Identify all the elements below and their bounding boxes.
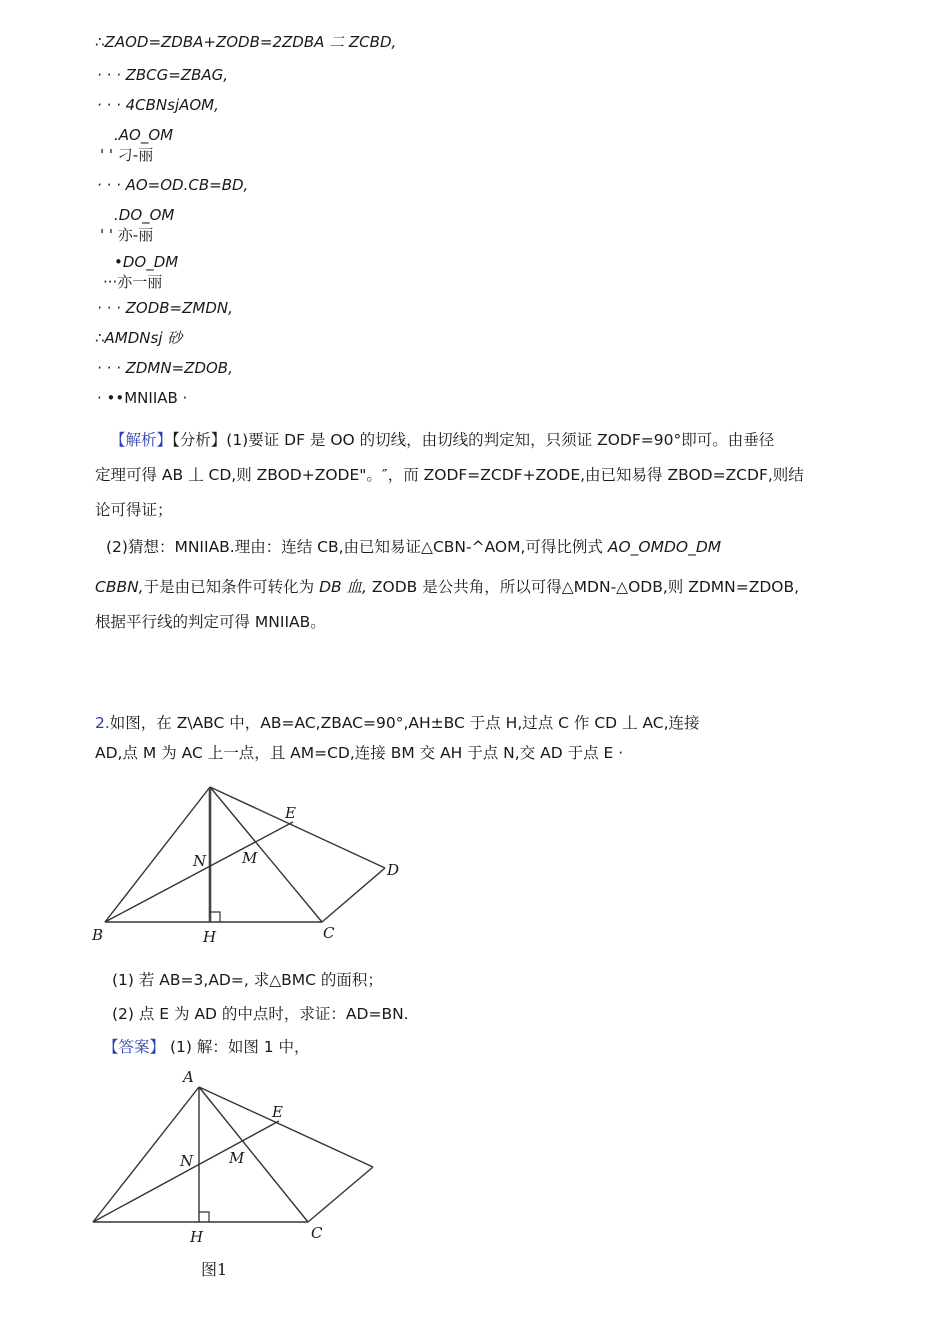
analysis-text-5d: ZODB 是公共角，所以可得△MDN-△ODB,则 ZDMN=ZDOB,: [367, 578, 800, 596]
question-2: (2) 点 E 为 AD 的中点时，求证：AD=BN.: [112, 1005, 409, 1023]
proof-line-12: ∴AMDNsj 砂: [95, 329, 183, 347]
segment-ad: [199, 1087, 373, 1167]
problem-text-1: 如图，在 Z\ABC 中，AB=AC,ZBAC=90°,AH±BC 于点 H,过点 C 作 CD 丄 AC,连接: [109, 714, 700, 732]
proof-line-6: · · · AO=OD.CB=BD,: [97, 176, 249, 194]
label-m: M: [229, 1149, 245, 1167]
analysis-line-6: 根据平行线的判定可得 MNIIAB。: [95, 613, 326, 631]
label-e: E: [285, 804, 296, 822]
answer-text: (1) 解：如图 1 中，: [165, 1038, 310, 1056]
analysis-line-2: 定理可得 AB 丄 CD,则 ZBOD+ZODE"。″，而 ZODF=ZCDF+ZODE,由已知易得 ZBOD=ZCDF,则结: [95, 466, 804, 484]
analysis-text-5c: DB 血,: [319, 578, 367, 596]
analysis-tag: 【解析】: [110, 431, 173, 449]
problem-line-1: [95, 713, 700, 733]
label-n: N: [180, 1152, 194, 1170]
segment-cd: [322, 868, 385, 922]
analysis-line-3: 论可得证；: [95, 501, 173, 519]
analysis-text-5a: CBBN,: [95, 578, 144, 596]
proof-line-9: •DO_DM: [114, 253, 179, 271]
proof-line-8: ' ' 亦-丽: [100, 226, 154, 244]
proof-line-14: · ••MNIIAB ·: [97, 389, 188, 407]
label-c: C: [323, 924, 335, 942]
analysis-line-1: [110, 430, 774, 450]
label-h: H: [203, 928, 217, 946]
label-m: M: [242, 849, 258, 867]
analysis-text-4b: AO_OMDO_DM: [607, 538, 722, 556]
geometry-figure-2: [85, 1065, 385, 1290]
label-d: D: [387, 861, 400, 879]
analysis-line-4: [106, 537, 721, 557]
figure-caption: 图1: [201, 1260, 228, 1279]
answer-line: [103, 1037, 310, 1057]
segment-cd: [308, 1167, 373, 1222]
label-b: B: [92, 926, 104, 944]
proof-line-10: ···亦一丽: [103, 273, 163, 291]
segment-ac: [210, 787, 322, 922]
right-angle-mark: [210, 912, 220, 922]
problem-line-2: AD,点 M 为 AC 上一点，且 AM=CD,连接 BM 交 AH 于点 N,交 AD 于点 E ·: [95, 744, 624, 762]
analysis-line-5: [95, 577, 799, 597]
geometry-figure-1: [85, 775, 415, 950]
answer-tag: 【答案】: [103, 1038, 166, 1056]
segment-ac: [199, 1087, 308, 1222]
analysis-text-5b: 于是由已知条件可转化为: [143, 578, 320, 596]
right-angle-mark: [199, 1212, 209, 1222]
label-a: A: [183, 1068, 194, 1086]
proof-line-2: · · · ZBCG=ZBAG,: [97, 66, 229, 84]
segment-ad: [210, 787, 385, 868]
label-c: C: [311, 1224, 323, 1242]
label-e: E: [272, 1103, 283, 1121]
proof-line-7: .DO_OM: [114, 206, 175, 224]
segment-be: [105, 822, 293, 922]
proof-line-13: · · · ZDMN=ZDOB,: [97, 359, 233, 377]
proof-line-1: ∴ZAOD=ZDBA+ZODB=2ZDBA 二 ZCBD,: [95, 33, 397, 51]
segment-be: [93, 1121, 279, 1222]
proof-line-3: · · · 4CBNsjAOM,: [97, 96, 219, 114]
proof-line-11: · · · ZODB=ZMDN,: [97, 299, 233, 317]
label-n: N: [193, 852, 207, 870]
question-1: (1) 若 AB=3,AD=, 求△BMC 的面积；: [112, 971, 383, 989]
proof-line-5: ' ' 刁-丽: [100, 146, 154, 164]
analysis-text-4a: (2)猜想：MNIIAB.理由：连结 CB,由已知易证△CBN-^AOM,可得比例式: [106, 538, 608, 556]
analysis-text-1: 【分析】(1)要证 DF 是 OO 的切线，由切线的判定知，只须证 ZODF=90°即可。由垂径: [172, 431, 775, 449]
proof-line-4: .AO_OM: [114, 126, 174, 144]
label-h: H: [190, 1228, 204, 1246]
problem-number: 2.: [95, 714, 110, 732]
